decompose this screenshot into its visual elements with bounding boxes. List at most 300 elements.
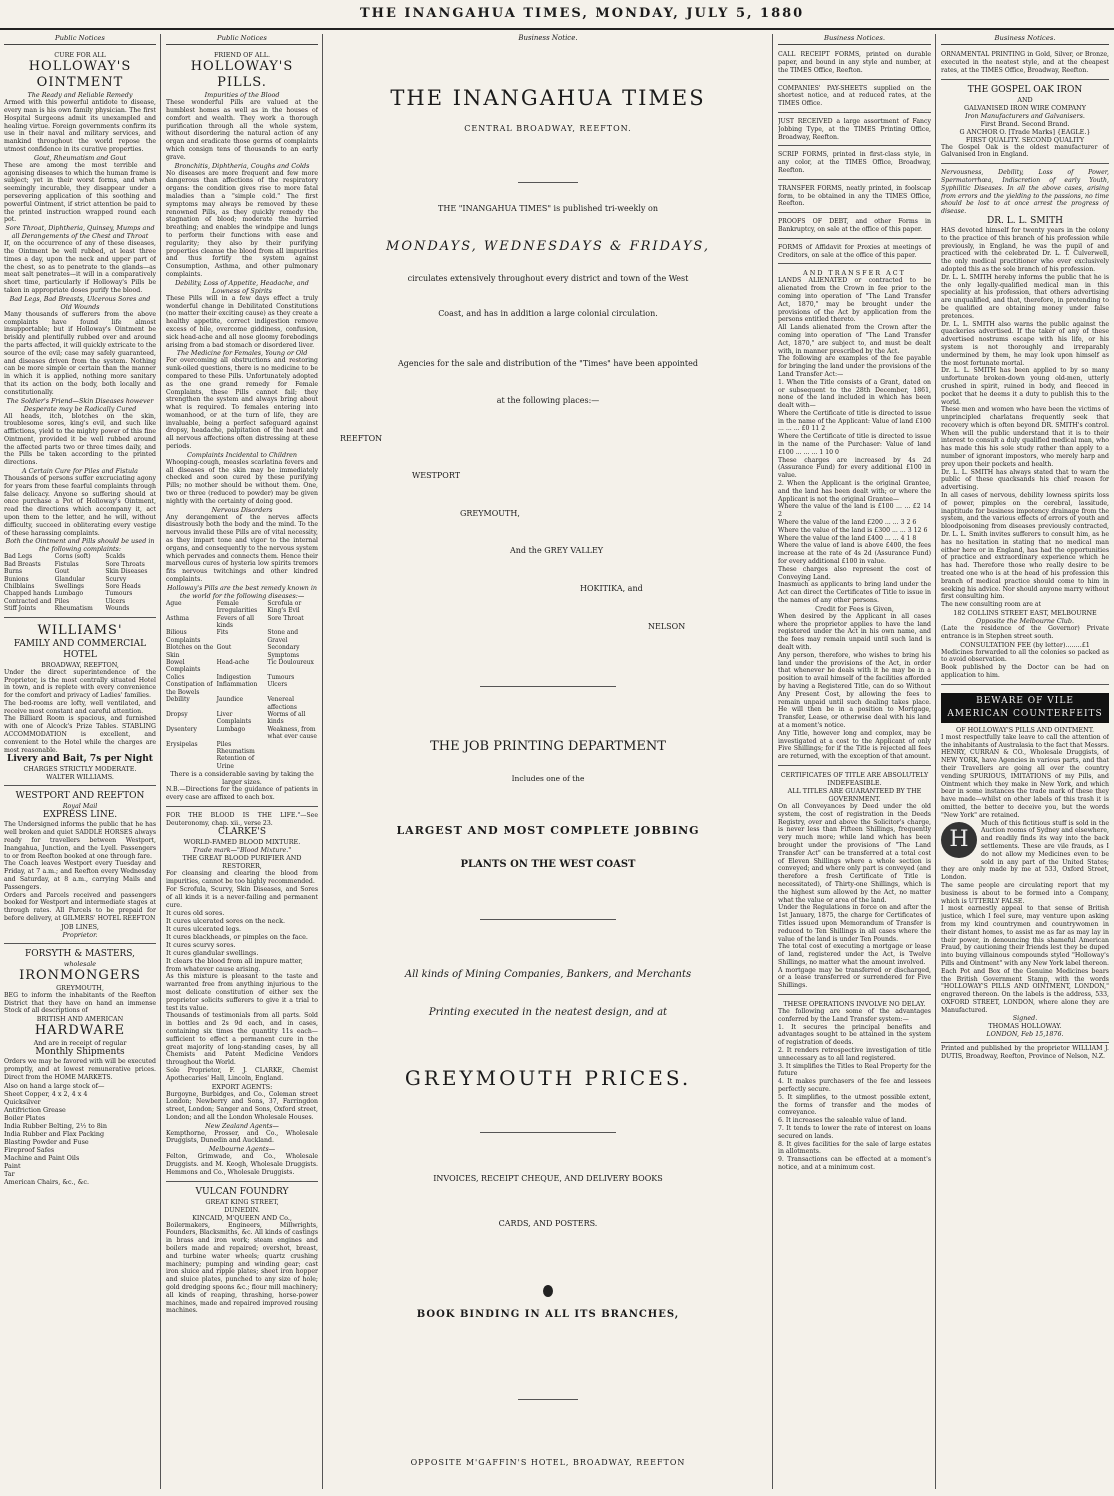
list-item: Ulcers	[105, 597, 126, 605]
ad-title: HARDWARE	[34, 1023, 126, 1039]
ailment-list	[4, 553, 156, 612]
list-item: Stiff Joints	[4, 605, 36, 613]
ad-proprietor: JOB LINES,	[61, 922, 99, 931]
list-item: It cures ulcerated sores on the neck.	[166, 917, 285, 926]
list-item: 4. It makes purchasers of the fee and lessees perfectly secure.	[778, 1078, 931, 1094]
column-rule	[935, 34, 936, 1489]
list-item: Gout	[54, 568, 70, 576]
ad-paragraph: For Scrofula, Scurvy, Skin Diseases, and Sores of all kinds it is a never-failing and permanent cure.	[166, 885, 318, 909]
ad-paragraph: LANDS ALIENATED or contracted to be alienated from the Crown in fee prior to the coming into operation of "The Land Transfer Act, 1870," may be brought under the provisions of the Act by application from the persons entitled thereto.	[778, 277, 931, 324]
divider	[518, 1399, 578, 1400]
list-item	[166, 748, 217, 755]
list-item: Inflammation	[216, 681, 258, 689]
ad-paragraph: Under the direct superintendence of the Proprietor, is the most centrally situated Hotel in town, and is replete with every convenience for the comfort and privacy of Ladies' families.	[4, 668, 156, 700]
ad-title: WILLIAMS'	[37, 622, 123, 638]
ad-proprietor-title: Proprietor.	[62, 930, 98, 939]
list-item: 1. It secures the principal benefits and advantages sought to be attained in the system of registration of deeds.	[778, 1023, 931, 1047]
list-item: It clears the blood from all impure matter, from whatever cause arising.	[166, 957, 303, 974]
list-item: It cures scurvy sores.	[166, 941, 236, 950]
ad-and: AND	[1017, 95, 1033, 104]
column-header: Business Notice.	[518, 34, 578, 42]
ad-paragraph: Medicines forwarded to all the colonies so packed as to avoid observation.	[941, 648, 1109, 664]
ad-paragraph: As this mixture is pleasant to the taste and warranted free from anything injurious to the most delicate constitution of either sex the proprietor solicits sufferers to give it a trial to test its value.	[166, 973, 318, 1012]
job-printing: Printing executed in the neatest design, and at	[428, 1007, 668, 1018]
place-item: REEFTON	[340, 434, 383, 443]
divider	[480, 686, 616, 687]
ad-kicker: CURE FOR ALL	[54, 51, 106, 60]
ad-subtitle: Royal Mail	[62, 802, 98, 811]
ad-title: FORSYTH & MASTERS,	[24, 948, 136, 959]
dr-smith-ad	[941, 166, 1109, 685]
list-item: Scurvy	[105, 575, 127, 583]
holloway-trademark-logo: H	[941, 822, 977, 858]
ad-paragraph: Any Title, however long and complex, may be investigated at a cost to the Applicant of only Five Shillings; for if the Title is rejected all fees are returned, with the exception of that amount.	[778, 729, 931, 761]
ad-paragraph: These wonderful Pills are valued at the humblest homes as well as in the houses of comfort and wealth. They work a thorough purification through all the whole system, without disordering the natural action of any organ and eradicate those germs of complaints which consign tens of thousands to an early grave.	[166, 99, 318, 161]
vulcan-foundry-ad	[166, 1184, 318, 1320]
ad-title: ALL TITLES ARE GUARANTEED BY THE GOVERNMENT.	[787, 786, 922, 803]
column-1	[4, 34, 156, 1492]
list-item: Ague	[166, 599, 182, 607]
job-invoices: INVOICES, RECEIPT CHEQUE, AND DELIVERY BOOKS	[433, 1174, 663, 1183]
ad-paragraph: Boilermakers, Engineers, Millwrights, Founders, Blacksmiths, &c. All kinds of castings in brass and iron work; steam engines and boilers made and repaired; overshot, breast, and turbine water wheels; quartz crushing machinery; pumping and winding gear; cast iron sluice and ripple plates; sheet iron hopper and sluice plates, punched to any size of hole; gold dredging spoons &c.; flour mill machinery; all kinds of reaping, thrashing, horse-power machines, made and repaired improved rousing machines.	[166, 1221, 318, 1315]
ad-subtitle: Iron Manufacturers and Galvanisers.	[965, 111, 1085, 120]
ad-subhead: Bad Legs, Bad Breasts, Ulcerous Sores and Old Wounds	[9, 294, 151, 311]
ad-melb-agents: Felton, Grimwade, and Co., Wholesale Druggists. and M. Keogh, Wholesale Druggists. Hemmons and Co., Wholesale Druggists.	[166, 1153, 318, 1176]
ad-paragraph: Book published by the Doctor can be had on application to him.	[941, 664, 1109, 679]
notice-address: CENTRAL BROADWAY, REEFTON.	[464, 124, 632, 133]
notice-footer-address: OPPOSITE M'GAFFIN'S HOTEL, BROADWAY, REEFTON	[410, 1458, 686, 1467]
notice-circulation: circulates extensively throughout every district and town of the West	[407, 274, 689, 283]
list-item: It cures glandular swellings.	[166, 949, 259, 958]
column-rule	[322, 34, 323, 1489]
ad-subtitle: The Ready and Reliable Remedy	[27, 91, 133, 100]
operations-notice	[778, 997, 931, 1176]
list-item: Swellings	[54, 583, 84, 591]
list-item: Boiler Plates	[4, 1113, 46, 1122]
ad-signatory: THOMAS HOLLOWAY.	[988, 1022, 1062, 1031]
ad-paragraph: Dr. L. L. SMITH hereby informs the public that he is the only legally-qualified medical man in this speciality at his profession, that others advertising are unqualified, and that, therefore, in pretending to be qualified are obtaining money under false pretences.	[941, 273, 1109, 320]
job-binding: BOOK BINDING IN ALL ITS BRANCHES,	[416, 1309, 680, 1320]
printer-imprint: Printed and published by the proprietor WILLIAM J. DUTIS, Broadway, Reefton, Province of Nelson, N.Z.	[941, 1045, 1109, 1061]
divider	[518, 182, 578, 183]
column-4	[778, 34, 931, 1492]
ad-paragraph: A mortgage may be transferred or discharged, or a lease transferred or surrendered for Five Shillings.	[778, 966, 931, 990]
small-notice	[778, 82, 931, 113]
list-item: Asthma	[166, 614, 189, 622]
job-prices: GREYMOUTH PRICES.	[404, 1066, 692, 1090]
ad-title: OF HOLLOWAY'S PILLS AND OINTMENT.	[955, 725, 1095, 734]
ad-paragraph: The Gospel Oak is the oldest manufacturer of Galvanised Iron in England.	[941, 143, 1109, 159]
notice-days: MONDAYS, WEDNESDAYS & FRIDAYS,	[386, 239, 710, 254]
column-header: Public Notices	[4, 34, 156, 45]
ad-list-title: Holloway's Pills are the best remedy known in the world for the following diseases:—	[166, 583, 317, 600]
fee-item: Where the value of the land is £100 ... ... £2 14 2	[778, 503, 931, 519]
fee-item: These charges are increased by 4s 2d (Assurance Fund) for every additional £100 in value.	[778, 456, 931, 480]
small-notice	[778, 215, 931, 239]
list-item: Wounds	[105, 605, 130, 613]
holloway-pills-ad	[166, 48, 318, 807]
list-item: Piles	[216, 740, 232, 748]
ad-paragraph: Inasmuch as applicants to bring land under the Act can direct the Certificates of Title to issue in the names of any other persons.	[778, 581, 931, 605]
list-item: Chilblains	[4, 583, 35, 591]
job-kinds: All kinds of Mining Companies, Bankers, and Merchants	[404, 969, 692, 980]
notice-text: ORNAMENTAL PRINTING in Gold, Silver, or Bronze, executed in the neatest style, and at the cheapest rates, at the TIMES Office, Broadway, Reefton.	[941, 51, 1109, 74]
ad-paragraph: The Billiard Room is spacious, and furnished with one of Alcock's Prize Tables. STABLING ACCOMMODATION is excellent, and convenient to the Hotel while the charges are most reasonable.	[4, 715, 156, 754]
ad-title: GALVANISED IRON WIRE COMPANY	[964, 103, 1086, 112]
list-item: Burns	[4, 568, 23, 576]
list-item: Tar	[4, 1169, 15, 1178]
list-item: 9. Transactions can be effected at a moment's notice, and at a minimum cost.	[778, 1156, 931, 1172]
notice-text: CALL RECEIPT FORMS, printed on durable paper, and bound in any style and number, at the TIMES Office, Reefton.	[778, 51, 931, 74]
ad-title: WORLD-FAMED BLOOD MIXTURE.	[183, 838, 301, 847]
ad-title: HOLLOWAY'S PILLS.	[190, 59, 294, 91]
ad-subhead: Credit for Fees is Given,	[815, 604, 894, 613]
ad-paragraph: The same people are circulating report that my business is about to be formed into a Company, which is UTTERLY FALSE.	[941, 881, 1109, 905]
clarkes-blood-mixture-ad	[166, 809, 318, 1182]
ad-title: AND TRANSFER ACT	[803, 269, 906, 278]
ad-kicker: FRIEND OF ALL.	[213, 51, 271, 60]
list-item	[267, 748, 318, 755]
list-item: Corns (soft)	[54, 553, 91, 561]
ad-paragraph: All heads, itch, blotches on the skin, troublesome sores, king's evil, and such like afflictions, yield to the mighty power of this fine Ointment, provided it be well rubbed around the affected parts two or three times daily, and the Pills be taken according to the printed directions.	[4, 412, 156, 467]
ad-paragraph: These charges also represent the cost of Conveying Land.	[778, 565, 931, 581]
fee-item: Where the value of land is above £400, the fees increase at the rate of 4s 2d (Assurance Fund) for every additional £100 in value.	[778, 542, 931, 566]
ornamental-printing-notice	[941, 48, 1109, 79]
ad-paragraph: I most earnestly appeal to that sense of British justice, which I feel sure, may venture upon asking from my kind countrymen and countrywomen in their distant homes, to assist me as far as may lay in their power, in denouncing this shameful American Fraud, by cautioning their friends lest they be duped into buying villainous compounds styled "Holloway's Pills and Ointment" with any New York label thereon.	[941, 905, 1109, 967]
ad-place: GREYMOUTH,	[56, 983, 104, 992]
list-item: Gout	[216, 644, 232, 652]
list-item: Antifriction Grease	[4, 1105, 66, 1114]
fee-item: 1. When the Title consists of a Grant, dated on or subsequent to the 28th December, 1861, none of the land included in which has been dealt with—	[778, 378, 931, 410]
land-transfer-notice	[778, 266, 931, 766]
holloway-ointment-ad	[4, 48, 156, 618]
list-item	[267, 755, 318, 770]
list-item: Bunions	[4, 575, 29, 583]
beware-banner	[941, 693, 1109, 723]
divider	[480, 919, 616, 920]
ad-paragraph: These Pills will in a few days effect a truly wonderful change in Debilitated Constitutions (no matter their exciting cause) as they create a healthy appetite, correct indigestion remove excess of bile, overcome giddiness, confusion, sick head-ache and all nose gloomy forebodings arising from a bad stomach or disordered liver.	[166, 294, 318, 349]
ad-nz-agents: Kempthorne, Prosser, and Co., Wholesale Druggists, Dunedin and Auckland.	[166, 1129, 318, 1145]
ad-subtitle: Impurities of the Blood	[204, 91, 280, 100]
list-item: Liver Complaints	[216, 710, 252, 726]
list-item: Fireproof Safes	[4, 1145, 55, 1154]
small-notice	[778, 48, 931, 79]
ad-firm: KINCAID, M'QUEEN AND Co.,	[192, 1213, 292, 1222]
ad-line: BRITISH AND AMERICAN	[36, 1015, 124, 1024]
westport-express-ad	[4, 788, 156, 943]
ad-charges: CHARGES STRICTLY MODERATE.	[23, 765, 137, 774]
column-header: Business Notices.	[778, 34, 931, 45]
list-item: Scrofula or King's Evil	[267, 599, 302, 615]
list-item: Machine and Paint Oils	[4, 1153, 80, 1162]
forsyth-masters-ad	[4, 946, 156, 1190]
list-item: American Chairs, &c., &c.	[4, 1177, 90, 1186]
ad-address: BROADWAY, REEFTON,	[41, 660, 119, 669]
notice-text: COMPANIES' PAY-SHEETS supplied on the shortest notice, and at reduced rates, at the TIMES Office.	[778, 84, 931, 108]
ad-list-title: Also on hand a large stock of—	[4, 1081, 105, 1090]
small-notice	[778, 241, 931, 265]
column-header: Business Notices.	[941, 34, 1109, 45]
ad-paragraph: These are among the most terrible and agonising diseases to which the human frame is subject; yet in their worst forms, and when seemingly incurable, they disappear under a persevering application of this soothing and powerful Ointment, if strict attention be paid to the printed instruction wrapped round each pot.	[4, 161, 156, 224]
ad-paragraph: HAS devoted himself for twenty years in the colony to the practice of this branch of his profession while previously, in England, he was the pupil of and practiced with the celebrated Dr. L. T. Culverwell, the only medical practitioner who ever exclusively adopted this as the sole branch of his profession.	[941, 226, 1109, 273]
ad-quote: FOR THE BLOOD IS THE LIFE."—See Deuteronomy, chap. xii., verse 23.	[166, 811, 318, 827]
ad-paragraph: Thousands of testimonials from all parts. Sold in bottles and 2s 9d each, and in cases, containing six times the quantity 11s each—sufficient to effect a permanent cure in the great majority of long-standing cases, by all Chemists and Patent Medicine Vendors throughout the World.	[166, 1012, 318, 1067]
ad-paragraph: Much of this fictitious stuff is sold in the Auction rooms of Sydney and elsewhere, and readily finds its way into the back settlements. These are vile frauds, as I do not allow my Medicines even to be sold in any part of the United States; they are only made by me at 533, Oxford Street, London.	[941, 819, 1109, 882]
masthead	[0, 0, 1114, 30]
ad-title: WESTPORT AND REEFTON	[15, 791, 145, 802]
ad-export-title: EXPORT AGENTS:	[211, 1082, 273, 1091]
notice-following: at the following places:—	[496, 396, 600, 405]
ad-paragraph: The following are some of the advantages conferred by the Land Transfer system:—	[778, 1008, 931, 1023]
list-item: Blotches on the Skin	[166, 644, 214, 659]
list-item: Secondary Symptoms	[267, 644, 300, 659]
ad-subhead: Debility, Loss of Appetite, Headache, and Lowness of Spirits	[175, 278, 309, 295]
column-5	[941, 34, 1109, 1492]
ad-subhead: Nervous Disorders	[211, 505, 273, 514]
ad-paragraph: Dr. L. L. SMITH has been applied to by so many unfortunate broken-down young old-men, utterly crushed in spirit, ruined in body, and fleeced in pocket that he deems it a duty to publish this to the world.	[941, 367, 1109, 406]
list-item: Female Irregularities	[216, 599, 258, 615]
ad-paragraph: For cleansing and clearing the blood from impurities, cannot be too highly recommended.	[166, 870, 318, 886]
ad-paragraph: The Coach leaves Westport every Tuesday and Friday, at 7 a.m.; and Reefton every Wednesday and Saturday, at 8 a.m., carrying Mails and Passengers.	[4, 860, 156, 891]
ad-title: CLARKE'S	[217, 827, 267, 838]
fee-item: Where the Certificate of title is directed to issue in the name of the Purchaser: Value of land £100 ... ... ... 1 10 0	[778, 433, 931, 456]
list-item: Sore Heads	[105, 583, 141, 591]
list-item: Erysipelas	[166, 740, 198, 748]
list-item: Sheet Copper, 4 x 2, 4 x 4	[4, 1089, 88, 1098]
list-item: Lumbago	[216, 725, 246, 733]
ad-paragraph: BEG to inform the inhabitants of the Reefton District that they have on hand an immense Stock of all descriptions of	[4, 991, 156, 1015]
list-item: Fistulas	[54, 560, 79, 568]
ad-nz-title: New Zealand Agents—	[205, 1121, 279, 1130]
ad-melb-title: Melbourne Agents—	[208, 1145, 276, 1154]
ad-subhead: Bronchitis, Diphtheria, Coughs and Colds	[174, 161, 310, 170]
list-item: Lumbago	[54, 590, 84, 598]
list-item: It cures ulcerated legs.	[166, 925, 242, 934]
list-item: Glandular	[54, 575, 85, 583]
small-notice	[778, 148, 931, 179]
ad-trademark: Trade mark—"Blood Mixture."	[192, 846, 292, 855]
list-item: 6. It increases the saleable value of land.	[778, 1117, 907, 1125]
ad-paragraph: Thousands of persons suffer excruciating agony for years from these fearful complaints through false delicacy. Anyone so suffering should at once purchase a Pot of Holloway's Ointment, read the directions which accompany it, act upon them to the letter, and he will, without difficulty, succeed in obliterating every vestige of these harassing complaints.	[4, 475, 156, 537]
ad-signed: Signed.	[1012, 1014, 1038, 1023]
list-item: Venereal affections	[267, 696, 297, 711]
ad-brands: G ANCHOR O. [Trade Marks] {EAGLE.}	[959, 127, 1091, 136]
ink-blot-mark	[543, 1285, 553, 1297]
list-item: Retention of Urine	[216, 755, 255, 770]
certificates-notice	[778, 768, 931, 995]
ink-blot	[330, 1282, 766, 1301]
list-item: 7. It tends to lower the rate of interest on loans secured on lands.	[778, 1125, 931, 1140]
list-item: It cures blackheads, or pimples on the face.	[166, 933, 308, 942]
ad-subhead: Sore Throat, Diphtheria, Quinsey, Mumps and all Derangements of the Chest and Throat	[5, 224, 155, 241]
ad-brands: First Brand. Second Brand.	[980, 119, 1070, 128]
ad-paragraph: Dr. L. L. SMITH has always stated that to warn the public of these quacksands his chief reason for advertising.	[941, 468, 1109, 492]
small-notice	[778, 182, 931, 213]
list-item: Bad Legs	[4, 553, 33, 561]
fee-item: 2. When the Applicant is the original Grantee, and the land has been dealt with; or where the Applicant is not the original Grantee—	[778, 480, 931, 503]
list-item: Bowel Complaints	[166, 659, 201, 674]
ad-paragraph: In all cases of nervous, debility lowness spirits loss of power, pimples on the cerebral, lassitude, inaptitude for business impotency drainage from the system, and the various effects of errors of youth and bloodpoisoning from diseases previously contracted, Dr. L. L. Smith invites sufferers to consult him, as he has no hesitation in stating that no medical man either here or in England, has had the opportunities of practice and extraordinary experience which he has had. Therefore those who really desire to be treated one who is at the head of his profession this branch of medical practice should come to him in seeking his advice. Nor should anyone marry without first consulting him.	[941, 492, 1109, 601]
list-item: Jaundice	[216, 696, 244, 704]
job-printing-title: THE JOB PRINTING DEPARTMENT	[430, 739, 666, 754]
list-item: Dropsy	[166, 710, 188, 718]
place-item: And the GREY VALLEY	[510, 546, 604, 555]
stock-list	[4, 1090, 156, 1186]
ad-address: GREAT KING STREET,	[205, 1197, 279, 1206]
list-item: 8. It gives facilities for the sale of large estates in allotments.	[778, 1140, 931, 1156]
list-item: 2. It renders retrospective investigation of title unnecessary as to all land registered.	[778, 1047, 931, 1062]
list-item: Ulcers	[267, 681, 288, 689]
fee-item: Where the value of the land £400 ... ... 4 1 8	[778, 534, 917, 542]
ad-title: HOLLOWAY'S OINTMENT	[28, 59, 132, 91]
ad-paragraph: Under the Regulations in force on and after the 1st January, 1875, the charge for Certificates of Titles issued upon Memorandum of Transfer is reduced to Ten Shillings in all cases where the value of the land is under Ten Pounds.	[778, 904, 931, 943]
ad-address: 182 COLLINS STREET EAST, MELBOURNE	[953, 609, 1097, 618]
list-item: Constipation of the Bowels	[166, 681, 213, 696]
ad-paragraph: (Late the residence of the Governor) Private entrance is in Stephen street south.	[941, 625, 1109, 640]
ad-date: LONDON, Feb 15,1876.	[986, 1030, 1064, 1039]
beware-counterfeits-ad	[941, 687, 1109, 1044]
ad-paragraph: Any person, therefore, who wishes to bring his land under the provisions of the Act, in order that whenever he deals with it he may be in a position to avail himself of the facilities afforded by having a Registered Title, can do so Without Any Present Cost, by allowing the fees to remain unpaid until such dealing takes place. He will then be in a position to Mortgage, Transfer, Lease, or otherwise deal with his land at a moment's notice.	[778, 651, 931, 729]
ad-subhead: Complaints Incidental to Children	[186, 450, 298, 459]
fee-item: Where the value of the land £200 ... ... 3 2 6	[778, 519, 917, 527]
ad-brands: FIRST QUALITY. SECOND QUALITY	[965, 135, 1085, 144]
list-item: Worms of all kinds	[267, 710, 306, 726]
ad-paragraph: For overcoming all obstructions and restoring sunk-oiled questions, there is no medicine to be compared to these Pills. Unfortunately adopted as the one grand remedy for Female Complaints, these Pills cannot fail; they strengthen the system and always bring about what is required. To females entering into womanhood, or at the turn of life, they are invaluable, being a perfect safeguard against dropsy, headache, palpitation of the heart and all nervous affections often distressing at these periods.	[166, 357, 318, 451]
ad-title: FAMILY AND COMMERCIAL HOTEL	[13, 638, 147, 660]
ad-paragraph: Whooping-cough, measles scarlatina fevers and all diseases of the skin may be immediately checked and soon cured by these purifying Pills; no mother should be without them. One, two or three (reduced to powder) may be given nightly with the certainty of doing good.	[166, 458, 318, 505]
list-item: Weakness, from what ever cause	[267, 725, 317, 741]
fee-item: Where the Certificate of title is directed to issue in the name of the Applicant: Value of land £100 ... ... ... £0 11 2	[778, 409, 931, 433]
ad-paragraph: Many thousands of sufferers from the above complaints have found life almost insupportable; but if Holloway's Ointment be briskly and plentifully rubbed over and around the parts affected, it will quickly extricate to the source of the evil; case may safely guaranteed, and diseases driven from the system. Nothing can be more simple or certain than the manner in which it is applied, nothing more sanitary that its action on the body, both locally and constitutionally.	[4, 310, 156, 396]
list-item: Bilious Complaints	[166, 629, 201, 644]
list-item: Bad Breasts	[4, 560, 41, 568]
ad-paragraph: Armed with this powerful antidote to disease, every man is his own family physician. The first Hospital Surgeons admit its unexampled and healing virtue. Foreign governments confirm its use in their naval and military services, and mankind throughout the world repose the utmost confidence in its curative properties.	[4, 99, 156, 153]
list-item: Tumours	[105, 590, 133, 598]
list-item: Dysentery	[166, 725, 197, 733]
list-item: Rheumatism	[54, 605, 93, 613]
ad-paragraph: On all Conveyances by Deed under the old system, the cost of registration in the Deeds Registry, over and above the Solicitor's charge, is never less than Fifteen Shillings, frequently very much more; while land which has been brought under the provisions of "The Land Transfer Act" can be transferred at a total cost of Eleven Shillings where a whole section is conveyed; and where only part is conveyed (and therefore a fresh Certificate of Title is necessitated), of Thirty-one Shillings, which is the highest sum allowed by the Act, no matter what the value or area of the land.	[778, 802, 931, 904]
list-item: India Rubber and Flax Packing	[4, 1129, 105, 1138]
ad-paragraph: No diseases are more frequent and few more dangerous than affections of the respiratory organs: the condition gives rise to more fatal maladies than a "simple cold." The first symptoms may always be removed by these renowned Pills, as they quickly remedy the stagnation of blood; moderate the hurried breathing; and enables the windpipe and lungs to perform their functions with ease and regularity; they also by their purifying properties cleanse the blood from all impurities and thus fortify the system against Consumption, Asthma, and other pulmonary complaints.	[166, 169, 318, 278]
ad-paragraph: Each Pot and Box of the Genuine Medicines bears the British Government Stamp, with the words "HOLLOWAY'S PILLS AND OINTMENT, LONDON," engraved thereon. On the labels is the address, 533, OXFORD STREET, LONDON, where alone they are Manufactured.	[941, 967, 1109, 1014]
list-item: 5. It simplifies, to the utmost possible extent, the forms of transfer and the modes of conveyance.	[778, 1093, 931, 1117]
notice-circulation: Coast, and has in addition a large colonial circulation.	[438, 309, 658, 318]
job-includes: Includes one of the	[511, 774, 585, 783]
job-cards: CARDS, AND POSTERS.	[498, 1219, 598, 1228]
column-rule	[772, 34, 773, 1489]
notice-text: SCRIP FORMS, printed in first-class style, in any color, at the TIMES Office, Broadway, Reefton.	[778, 151, 931, 174]
notice-intro: THE "INANGAHUA TIMES" is published tri-weekly on	[438, 204, 658, 213]
list-item: Scalds	[105, 553, 126, 561]
ad-paragraph: Any derangement of the nerves affects disastrously both the body and the mind. To the nervous invalid these Pills are of vital necessity, as they impart tone and vigor to the internal organs, and consequently to the nervous system which pervades and connects them. Hence their marvellous cures of hysteria low spirits tremors fits nervous twitchings and other kindred complaints.	[166, 513, 318, 584]
list-item: Sore Throats	[105, 560, 145, 568]
ad-subhead: The Soldier's Friend—Skin Diseases however Desperate may be Radically Cured	[6, 396, 154, 413]
list-item: Colics	[166, 673, 185, 681]
list-item: Debility	[166, 696, 190, 704]
gospel-oak-ad	[941, 82, 1109, 165]
ad-line: Monthly Shipments	[35, 1047, 125, 1058]
ad-fee: CONSULTATION FEE (by letter)........£1	[960, 640, 1090, 649]
ad-paragraph: The Undersigned informs the public that he has well broken and quiet SADDLE HORSES always ready for travellers between Westport, Inangahua, Junction, and the Lyell. Passengers to or from Reefton booked at one through fare.	[4, 821, 156, 860]
ad-paragraph: Orders we may be favored with will be executed promptly, and at lowest remunerative prices. Direct from the HOME MARKETS.	[4, 1058, 156, 1081]
notice-text: TRANSFER FORMS, neatly printed, in foolscap form, to be obtained in any the TIMES Office, Reefton.	[778, 184, 931, 208]
cures-list	[166, 909, 318, 973]
ad-paragraph: Dr. L. L. SMITH also warns the public against the quackeries advertised. If the taker of any of these advertised nostrums escape with his life, or his system is not thoroughly and irreparably undermined by them, he may look upon himself as the most fortunate mortal.	[941, 320, 1109, 367]
list-item: Tumours	[267, 673, 295, 681]
ad-paragraph: The total cost of executing a mortgage or lease of land, registered under the Act, is Twelve Shillings, no matter what the amount involved.	[778, 943, 931, 966]
ad-title: DR. L. L. SMITH	[987, 215, 1063, 226]
ad-intro: Nervousness, Debility, Loss of Power, Spermatorrhœa, Indiscretion of early Youth, Syphilitic Diseases. In all the above cases, arising from errors and the yielding to the passions, no time should be lost to at once arrest the progress of disease.	[941, 169, 1109, 216]
ad-subhead: Gout, Rheumatism and Gout	[33, 153, 127, 162]
list-item: Paint	[4, 1161, 21, 1170]
ad-subhead: The Medicine for Females, Young or Old	[176, 349, 308, 358]
ad-line: And are in receipt of regular	[33, 1039, 127, 1048]
list-item: It cures old sores.	[166, 909, 225, 918]
list-item: Fevers of all kinds	[216, 614, 254, 630]
ad-subhead: A Certain Cure for Piles and Fistula	[22, 467, 138, 476]
job-plants: PLANTS ON THE WEST COAST	[460, 859, 636, 870]
ad-title: CERTIFICATES OF TITLE ARE ABSOLUTELY INDEFEASIBLE.	[780, 770, 929, 787]
ad-export-agents: Burgoyne, Burbidges, and Co., Coleman street London; Newberry and Sons, 37, Farringdon street, London; Sanger and Sons, Oxford street, London; and all the London Wholesale Houses.	[166, 1090, 318, 1121]
ad-paragraph: These men and women who have been the victims of unprincipled charlatans frequently seek that recovery which is often beyond DR. SMITH's control. When will the public understand that it is to their interest to consult a duly qualified medical man, who has made this his sole study rather than apply to a number of ignorant impostors, who merely harp and prey upon their pockets and health.	[941, 406, 1109, 468]
notice-text: FORMS of Affidavit for Proxies at meetings of Creditors, on sale at the office of this paper.	[778, 243, 931, 259]
list-item: Skin Diseases	[105, 568, 148, 576]
place-item: WESTPORT	[412, 471, 461, 480]
list-item: Fits	[216, 629, 229, 637]
ad-paragraph: I most respectfully take leave to call the attention of the inhabitants of Australasia to the fact that Messrs. HENRY, CURRAN & CO., Wholesale Druggists, of NEW YORK, have Agencies in various parts, and that their Travellers are going all over the country vending SPURIOUS, IMITATIONS of my Pills, and Ointment which they make in New York, and which bear in some instances the trade mark of these they have made—whilst on other labels of this trash it is omitted, the better to deceive you, but the words "New York" are retained.	[941, 733, 1109, 819]
disease-list	[166, 600, 318, 770]
ad-paragraph: The following are examples of the fee payable for bringing the land under the provisions of the Land Transfer Act:—	[778, 355, 931, 378]
place-item: GREYMOUTH,	[460, 509, 520, 518]
small-notice	[778, 115, 931, 146]
job-largest: LARGEST AND MOST COMPLETE JOBBING	[396, 824, 700, 837]
ad-list-title: Both the Ointment and Pills should be used in the following complaints:	[5, 537, 155, 554]
williams-hotel-ad	[4, 620, 156, 787]
list-item: Blasting Powder and Fuse	[4, 1137, 89, 1146]
ad-title: THESE OPERATIONS INVOLVE NO DELAY.	[783, 1000, 926, 1009]
list-item: Quicksilver	[4, 1097, 41, 1106]
ad-nb: N.B.—Directions for the guidance of patients in every case are affixed to each box.	[166, 786, 318, 801]
ad-paragraph: All Lands alienated from the Crown after the coming into operation of "The Land Transfer Act, 1870," are subject to, and must be dealt with, in manner prescribed by the Act.	[778, 324, 931, 355]
notice-title: THE INANGAHUA TIMES	[390, 86, 706, 110]
ad-proprietor: WALTER WILLIAMS.	[46, 773, 114, 782]
list-item: Stone and Gravel	[267, 629, 299, 644]
masthead-dateline: THE INANGAHUA TIMES, MONDAY, JULY 5, 1880	[360, 6, 805, 21]
list-item: 3. It simplifies the Titles to Real Property for the future	[778, 1062, 931, 1078]
place-item: HOKITIKA, and	[580, 584, 643, 593]
column-header: Public Notices	[166, 34, 318, 45]
column-rule	[160, 34, 161, 1489]
list-item: Tic Douloureux	[267, 659, 314, 667]
notice-text: PROOFS OF DEBT, and other Forms in Bankruptcy, on sale at the office of this paper.	[778, 218, 931, 233]
notice-text: JUST RECEIVED a large assortment of Fancy Jobbing Type, at the TIMES Printing Office, Broadway, Reefton.	[778, 117, 931, 141]
list-item: India Rubber Belting, 2½ to 8in	[4, 1121, 107, 1130]
ad-paragraph: The new consulting room are at	[941, 601, 1042, 609]
list-item	[267, 741, 318, 748]
ad-title: THE GREAT BLOOD PURIFIER AND RESTORER,	[182, 854, 302, 871]
list-item: Rheumatism	[216, 747, 255, 755]
ad-subtitle: wholesale	[63, 959, 97, 968]
ad-title: EXPRESS LINE.	[42, 810, 118, 821]
ad-paragraph: The bed-rooms are lofty, well ventilated, and receive most constant and careful attention.	[4, 699, 156, 715]
ad-paragraph: Orders and Parcels received and passengers booked for Westport and intermediate stages at through rates. All Parcels to be prepaid for before delivery, at GILMERS' HOTEL REEFTON	[4, 891, 156, 923]
ad-livery: Livery and Bait, 7s per Night	[7, 754, 153, 765]
list-item: Indigestion	[216, 673, 251, 681]
list-item: Head-ache	[216, 659, 250, 667]
ad-paragraph: If, on the occurrence of any of these diseases, the Ointment be well rubbed, at least three times a day, upon the neck and upper part of the chest, so as to penetrate to the glands—as meat salt penetrates—it will in a comparatively short time, particularly if Holloway's Pills be taken in appropriate doses purify the blood.	[4, 240, 156, 294]
column-2	[166, 34, 318, 1492]
ad-note: There is a considerable saving by taking the larger sizes.	[170, 770, 314, 787]
